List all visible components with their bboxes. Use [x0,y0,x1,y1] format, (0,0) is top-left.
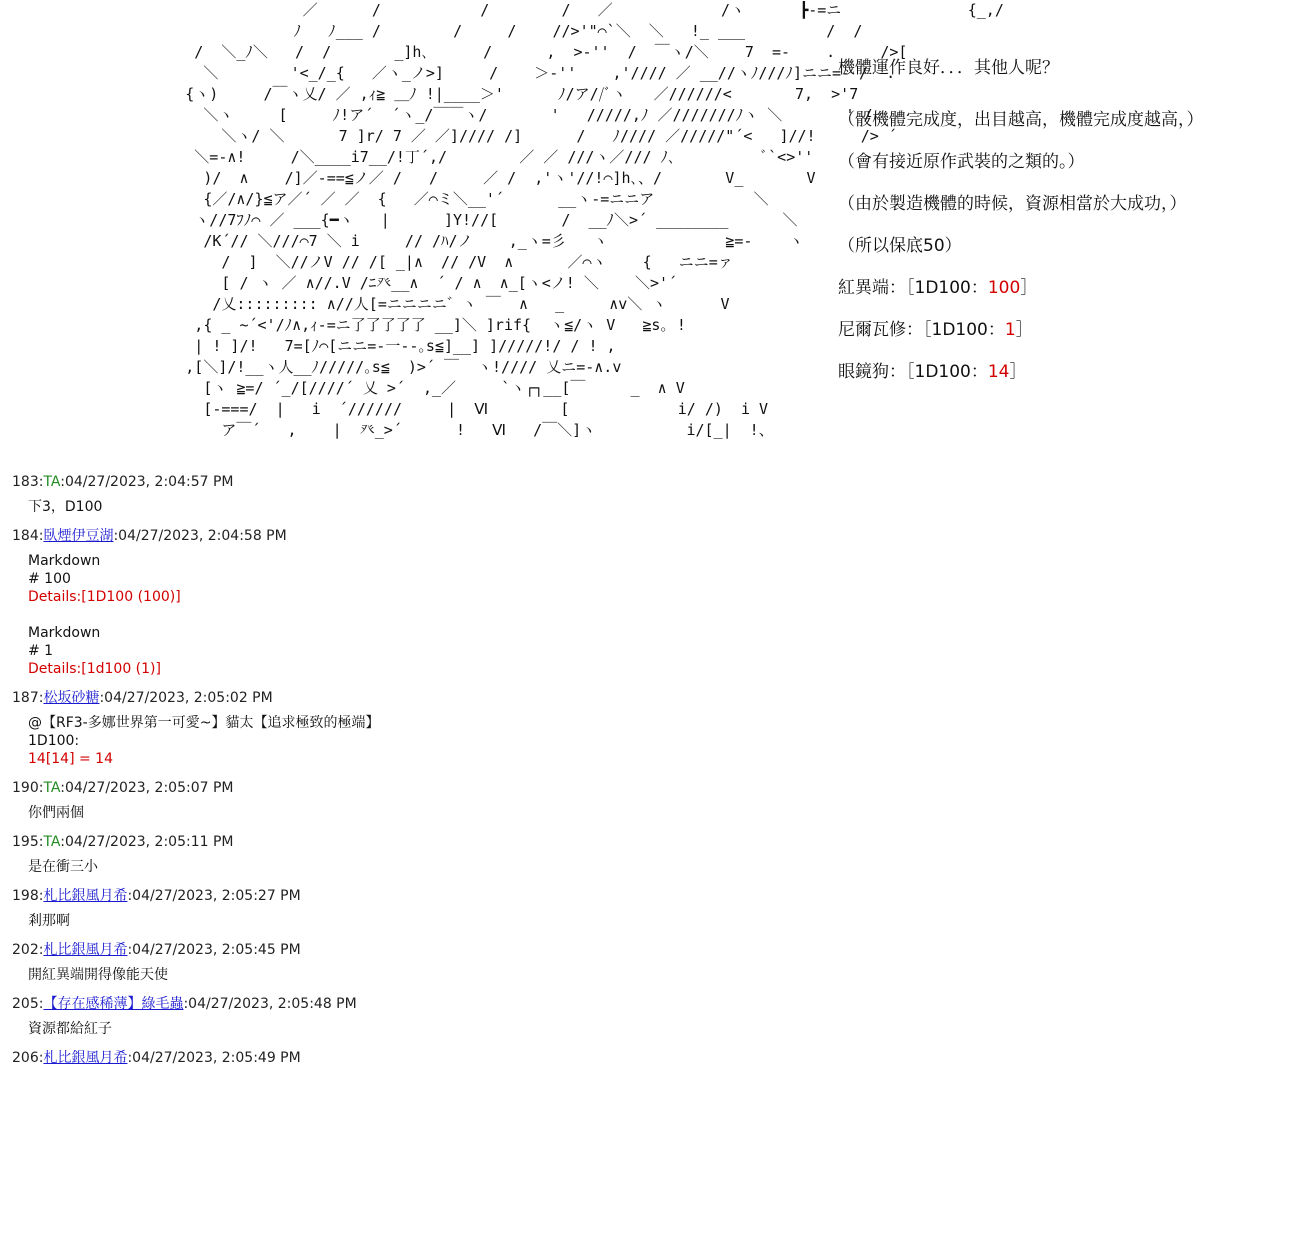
post-timestamp: 04/27/2023, 2:04:58 PM [118,528,287,544]
post-separator: : [113,528,119,544]
post-text-line: 開紅異端開得像能天使 [28,967,168,983]
post-text-line: # 100 [28,571,71,587]
post-separator: : [38,996,44,1012]
post-timestamp: 04/27/2023, 2:05:11 PM [64,834,234,850]
narration-note: （會有接近原作武裝的之類的。） [838,152,1085,172]
roll-result [838,314,1278,356]
post-number: 187 [12,690,39,706]
post-header [12,938,1282,962]
poster-name-link[interactable]: 札比銀風月希 [43,888,128,904]
post-number: 205 [12,996,39,1012]
post-body [12,804,1282,822]
post-text-line: # 1 [28,643,54,659]
post-separator: : [38,780,44,796]
post-body [12,966,1282,984]
post-text-line: 剎那啊 [28,913,70,929]
post-blank-line [28,606,1282,624]
poster-name-link[interactable]: 【存在感稀薄】綠毛蟲 [43,996,184,1012]
post-separator: : [38,474,44,490]
roll-close: ］ [1009,362,1027,382]
post-separator: : [60,834,65,850]
post-body [12,1020,1282,1038]
narration-note: （骰機體完成度，出目越高，機體完成度越高，） [838,110,1204,130]
dice-result-line: Details:[1d100 (1)] [28,661,161,677]
post-body [12,714,1282,768]
post-text-line: 是在衝三小 [28,859,98,875]
post-text-line: @【RF3-多娜世界第一可愛~】貓太【追求極致的極端】 [28,715,380,731]
post-text-line: 1D100: [28,733,80,749]
post-timestamp: 04/27/2023, 2:05:49 PM [132,1050,301,1066]
post-separator: : [183,996,189,1012]
narration-panel [838,52,1278,398]
ascii-art-text: ／ / / / ／ /ヽ ┣-=ニ {_,/ ﾉ ﾉ___ / / / //>'"⌒`＼ ＼ !_ ___ / / / ＼_ﾉ＼ / / _]h､ / , >‐'' / ￣ヽ/＼ 7 =- . />[ ＼ '<_/_{ ／ヽ_ノ>] / ＞‐'' ,'//// ／ __//ヽﾉ///ﾉ]ニニ=- / . {ヽ) /￣ヽ乂/ ／ ,ｨ≧ ＿ﾉ !|____＞' ﾉ/ア//ﾞヽ ／//////< 7, >'7 ＼ヽ [ ﾉ!ア´ ´ヽ_/￣￣ヽ/ ' /////,ﾉ ／///////ﾉヽ ＼ ' / ＼ヽ/ ＼ 7 ]r/ 7 ／ ／]//// /] / ﾉ//// ／/////"´< ]//! /> ´ ＼=-∧! /＼____i7__/!丁´,/ ／ ／ ///ヽ／/// ﾉ､ ﾞ`<>'' )/ ∧ /]／-==≦ノ／ / / ／ / ,'ヽ'//!⌒]h､、/ V_ V {／/∧/}≦ア／´ ／ ／ { ／⌒ミ＼__'´ __ヽ-=ニニア ＼ ヽ//7ﾌﾉ⌒ ／ ___{━ヽ | ]Y!//[ / __ﾉ＼>´ ________ ＼ /K´// ＼///⌒7 ＼ i // /ﾊ/ノ ,_ヽ=彡 ヽ ≧=- ヽ / ] ＼//ノV // /[ _|∧ // /V ∧ ／⌒ヽ { ニニ=ァ [ / ヽ ／ ∧//.V /ﾆ癶__∧ ´ / ∧ ∧_[ヽ<ノ! ＼ ＼>'´ /乂::::::::: ∧//人[=ニニニニ゛ヽ ￣ ∧ _ ∧v＼ ヽ V ,{ _ ~´<'/ﾉ∧,ｨ-=ニ了了了了了 __]＼ ]rif{ ヽ≦/ヽ V ≧s｡ ! | ! ]/! 7=[ﾉ⌒[ニニ=-一‐-｡s≦]__] ]/////!/ / ! , ,[＼]/!__ヽ人__ﾉ/////｡s≦ )>´ ￣ ヽ!//// 乂ニ=-∧.v [ヽ ≧=/ ´_/[////´ 乂 >´ ,_／ `ヽ┌┐__[￣ _ ∧ V [-===/ | i ´////// | Ⅵ [ i/ /) i V ア￣´ , | 癶_>´ ! Ⅵ /￣＼]ヽ i/[_| !、 [185,1,1004,439]
post-timestamp: 04/27/2023, 2:04:57 PM [64,474,234,490]
post-separator: : [127,888,133,904]
poster-name: TA [43,474,61,490]
roll-result [838,272,1278,314]
poster-name-link[interactable]: 臥煙伊豆湖 [43,528,114,544]
narration-intro: 機體運作良好．．．其他人呢？ [838,58,1059,78]
post-separator: : [38,1050,44,1066]
post-timestamp: 04/27/2023, 2:05:48 PM [188,996,357,1012]
dice-result-line: 14[14] = 14 [28,751,113,767]
post-header [12,992,1282,1016]
post-header [12,1046,1282,1070]
post-separator: : [38,834,44,850]
roll-value: 100 [987,278,1021,298]
poster-name-link[interactable]: 札比銀風月希 [43,942,128,958]
post-number: 198 [12,888,39,904]
post-timestamp: 04/27/2023, 2:05:45 PM [132,942,301,958]
roll-close: ］ [1020,278,1038,298]
post-separator: : [60,780,65,796]
post-number: 206 [12,1050,39,1066]
post-list [12,470,1282,1070]
post [12,938,1282,984]
post [12,1046,1282,1070]
post-body [12,912,1282,930]
post-header [12,686,1282,710]
post-header [12,524,1282,548]
roll-label: 尼爾瓦修：［1D100： [838,320,1005,340]
post-text-line: 你們兩個 [28,805,84,821]
post-separator: : [127,942,133,958]
post-timestamp: 04/27/2023, 2:05:07 PM [64,780,234,796]
post-text-line: Markdown [28,553,101,569]
post-text-line: 下3，D100 [28,499,103,515]
post-separator: : [38,942,44,958]
post [12,686,1282,768]
roll-label: 紅異端：［1D100： [838,278,988,298]
roll-value: 14 [987,362,1010,382]
post-number: 202 [12,942,39,958]
roll-value: 1 [1004,320,1016,340]
post [12,524,1282,678]
post-separator: : [38,690,44,706]
roll-result [838,356,1278,398]
poster-name-link[interactable]: 松坂砂糖 [43,690,100,706]
post-body [12,498,1282,516]
roll-label: 眼鏡狗：［1D100： [838,362,988,382]
post-text-line: 資源都給紅子 [28,1021,112,1037]
post-timestamp: 04/27/2023, 2:05:27 PM [132,888,301,904]
narration-note: （所以保底50） [838,236,962,256]
post [12,776,1282,822]
post-header [12,776,1282,800]
post-number: 190 [12,780,39,796]
post-text-line: Markdown [28,625,101,641]
post-header [12,470,1282,494]
post-separator: : [99,690,105,706]
roll-close: ］ [1015,320,1033,340]
poster-name-link[interactable]: 札比銀風月希 [43,1050,128,1066]
poster-name: TA [43,780,61,796]
post-separator: : [127,1050,133,1066]
post [12,992,1282,1038]
dice-result-line: Details:[1D100 (100)] [28,589,181,605]
post-separator: : [60,474,65,490]
post [12,884,1282,930]
post-body [12,858,1282,876]
post-timestamp: 04/27/2023, 2:05:02 PM [104,690,273,706]
post [12,470,1282,516]
post-number: 183 [12,474,39,490]
post [12,830,1282,876]
poster-name: TA [43,834,61,850]
narration-note: （由於製造機體的時候，資源相當於大成功，） [838,194,1187,214]
post-number: 195 [12,834,39,850]
post-separator: : [38,528,44,544]
post-number: 184 [12,528,39,544]
post-header [12,830,1282,854]
post-body [12,552,1282,678]
post-header [12,884,1282,908]
post-separator: : [38,888,44,904]
